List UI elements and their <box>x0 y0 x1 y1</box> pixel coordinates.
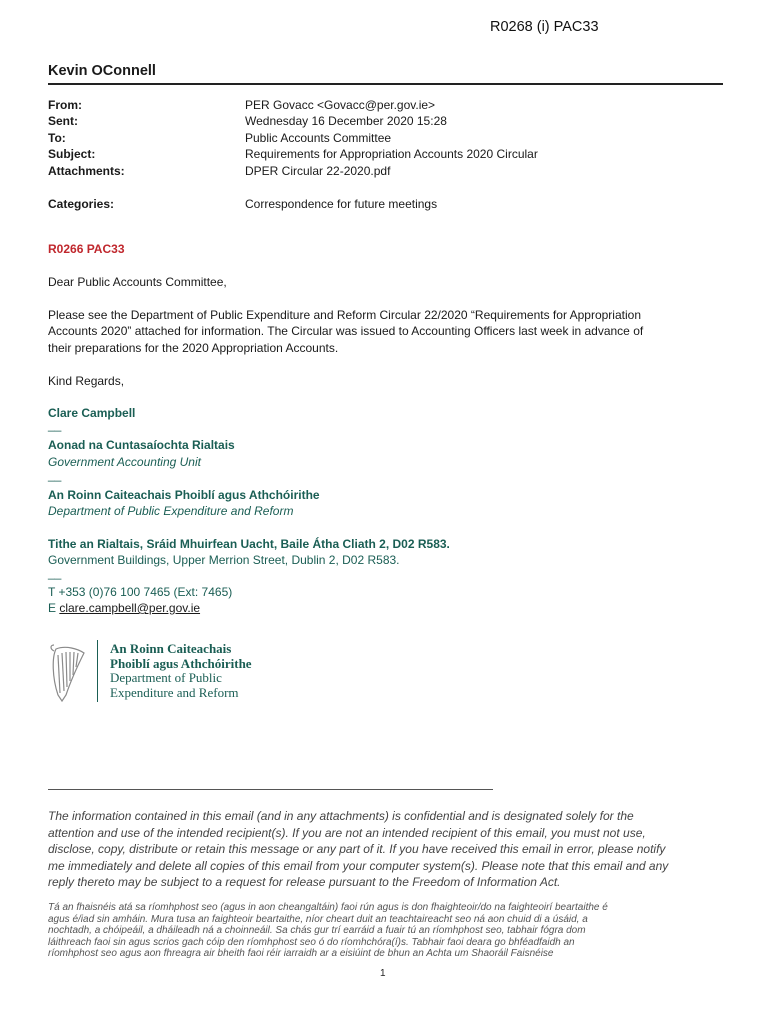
logo-line: Phoiblí agus Athchóirithe <box>110 655 252 671</box>
reference-code: R0266 PAC33 <box>48 242 125 256</box>
signature-dash: __ <box>48 468 62 482</box>
dept-irish: An Roinn Caiteachais Phoiblí agus Athchóirithe <box>48 488 320 502</box>
header-to <box>48 130 538 146</box>
unit-english: Government Accounting Unit <box>48 455 201 469</box>
document-reference: R0268 (i) PAC33 <box>490 19 599 35</box>
disclaimer-line: me immediately and delete all copies of this email from your computer system(s). Please note that this email and any <box>48 858 669 873</box>
header-divider <box>48 83 723 85</box>
header-subject <box>48 146 538 162</box>
body-line: Please see the Department of Public Expenditure and Reform Circular 22/2020 “Requirements for Appropriation <box>48 308 641 322</box>
header-categories <box>48 196 538 212</box>
header-value: Requirements for Appropriation Accounts 2020 Circular <box>245 147 538 162</box>
address-irish: Tithe an Rialtais, Sráid Mhuirfean Uacht, Baile Átha Cliath 2, D02 R583. <box>48 537 450 551</box>
disclaimer-line: attention and use of the intended recipient(s). If you are not an intended recipient of this email, you must not use, <box>48 825 646 840</box>
header-label: Sent: <box>48 114 78 129</box>
disclaimer-english <box>48 808 728 891</box>
disclaimer-line: disclose, copy, distribute or retain this message or any part of it. If you have received this email in error, please notify <box>48 842 666 856</box>
disclaimer-line: ríomhphost seo agus aon fhreagra air bheith faoi réir iarraidh ar a eisiúint de bhun an Achta um Shaoráil Faisnéise <box>48 948 554 960</box>
email-headers <box>48 97 538 212</box>
header-value: PER Govacc <Govacc@per.gov.ie> <box>245 98 436 112</box>
logo-line: An Roinn Caiteachais <box>110 641 232 656</box>
disclaimer-line: láithreach faoi sin agus scrios gach cóip den ríomhphost seo ó do ríomhchóra(í)s. Tabhair faoi deara go bhféadfaidh an <box>48 936 575 948</box>
page-number: 1 <box>380 968 386 979</box>
email-line <box>48 600 728 616</box>
body-line: Accounts 2020” attached for information. The Circular was issued to Accounting Officers last week in advance of <box>48 324 644 339</box>
header-label: To: <box>48 130 66 145</box>
header-value: Public Accounts Committee <box>245 130 392 145</box>
greeting: Dear Public Accounts Committee, <box>48 275 227 289</box>
signature-dash: __ <box>48 566 62 580</box>
attachment-name[interactable]: DPER Circular 22-2020.pdf <box>245 163 391 178</box>
header-sent <box>48 113 538 129</box>
logo-divider <box>97 640 98 702</box>
disclaimer-divider <box>48 789 493 790</box>
email-prefix: E <box>48 601 60 615</box>
phone-number: T +353 (0)76 100 7465 (Ext: 7465) <box>48 585 233 599</box>
dept-english: Department of Public Expenditure and Reform <box>48 504 294 518</box>
signature-dash: __ <box>48 418 62 432</box>
body-paragraph <box>48 307 728 356</box>
signature-name: Clare Campbell <box>48 406 136 420</box>
header-attachments <box>48 163 538 179</box>
unit-irish: Aonad na Cuntasaíochta Rialtais <box>48 438 235 452</box>
header-value: Correspondence for future meetings <box>245 197 438 212</box>
header-label: From: <box>48 98 82 112</box>
header-label: Subject: <box>48 147 96 162</box>
disclaimer-line: reply thereto may be subject to a request for release pursuant to the Freedom of Information Act. <box>48 875 561 889</box>
department-logo-text <box>110 642 252 700</box>
disclaimer-irish <box>48 902 728 960</box>
disclaimer-line: The information contained in this email (and in any attachments) is confidential and is designated solely for the <box>48 809 634 823</box>
header-label: Attachments: <box>48 163 125 178</box>
disclaimer-line: nochtadh, a chóipeáil, a dháileadh ná a choinneáil. Sa chás gur trí earráid a fuair tú an ríomhphost seo, tabhair fógra dom <box>48 925 586 937</box>
email-link[interactable]: clare.campbell@per.gov.ie <box>59 601 201 615</box>
header-value: Wednesday 16 December 2020 15:28 <box>245 114 447 129</box>
address-english: Government Buildings, Upper Merrion Street, Dublin 2, D02 R583. <box>48 553 400 567</box>
header-from <box>48 97 538 113</box>
logo-line: Department of Public <box>110 670 222 686</box>
disclaimer-line: Tá an fhaisnéis atá sa ríomhphost seo (agus in aon cheangaltáin) faoi rún agus is don fhaighteoir/do na faighteoirí beartaithe é <box>48 902 608 913</box>
body-line: their preparations for the 2020 Appropriation Accounts. <box>48 340 339 355</box>
closing: Kind Regards, <box>48 374 125 388</box>
sender-name: Kevin OConnell <box>48 63 156 79</box>
header-label: Categories: <box>48 197 115 212</box>
logo-line: Expenditure and Reform <box>110 684 239 700</box>
disclaimer-line: agus é/iad sin amháin. Mura tusa an faighteoir beartaithe, níor cheart duit an teachtaireacht seo ná aon chuid di a úsáid, a <box>48 913 588 925</box>
